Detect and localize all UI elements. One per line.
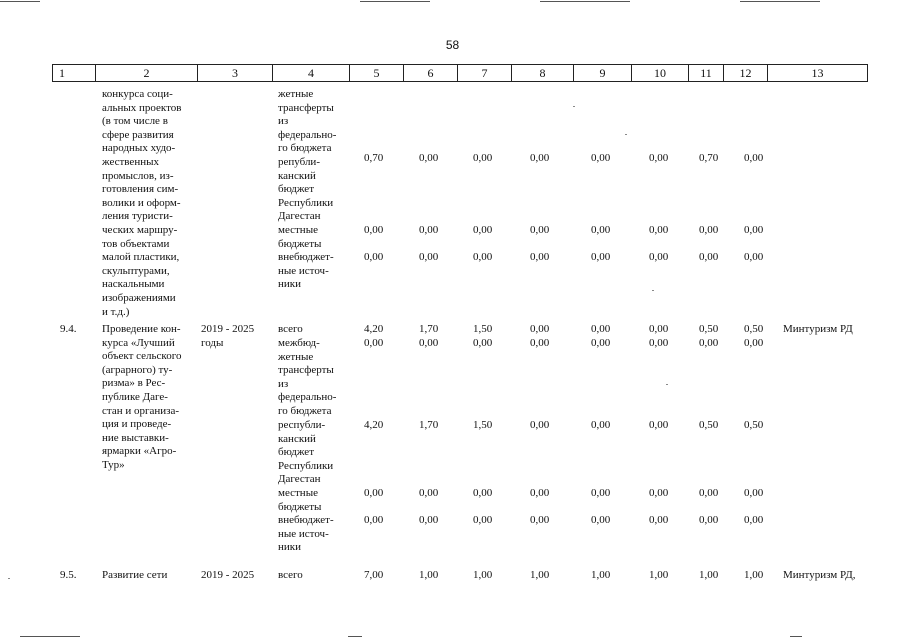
value-cell: 1,70 [419, 419, 439, 431]
row-source-label: всего [278, 323, 303, 335]
value-cell: 0,00 [530, 419, 550, 431]
value-cell: 0,00 [591, 224, 611, 236]
value-cell: 1,00 [699, 569, 719, 581]
row-period: 2019 - 2025 [201, 569, 255, 581]
row-source-label: межбюд- жетные трансферты из федерально- го бюджета [278, 337, 337, 417]
value-cell: 4,20 [364, 419, 384, 431]
column-header: 7 [458, 65, 512, 81]
row-source-label: всего [278, 569, 303, 581]
scan-speck [652, 290, 654, 291]
value-cell: 1,00 [530, 569, 550, 581]
scan-artifact-line [790, 636, 802, 637]
continued-row-source-label: внебюджет- ные источ- ники [278, 251, 334, 291]
column-header: 13 [811, 65, 824, 80]
scan-artifact-line [740, 1, 820, 2]
value-cell: 0,00 [699, 224, 719, 236]
value-cell: 0,00 [744, 514, 764, 526]
value-cell: 0,50 [744, 323, 764, 335]
value-cell: 0,00 [364, 337, 384, 349]
value-cell: 0,00 [744, 487, 764, 499]
row-description: Проведение кон- курса «Лучший объект сельского (аграрного) ту- ризма» в Рес- публике Даге- стан и организа- ция и проведе- ние выставки- ярмарки «Агро- Тур» [102, 323, 182, 471]
value-cell: 0,50 [699, 419, 719, 431]
value-cell: 0,00 [649, 419, 669, 431]
scan-artifact-line [0, 1, 40, 2]
scan-speck [573, 106, 575, 107]
scan-speck [625, 134, 627, 135]
value-cell: 0,00 [473, 251, 493, 263]
value-cell: 0,00 [744, 337, 764, 349]
value-cell: 0,50 [744, 419, 764, 431]
row-number: 9.4. [60, 323, 77, 335]
value-cell: 0,00 [591, 514, 611, 526]
column-header: 5 [350, 65, 404, 81]
value-cell: 0,00 [364, 224, 384, 236]
value-cell: 0,00 [364, 251, 384, 263]
value-cell: 0,00 [591, 419, 611, 431]
value-cell: 1,00 [473, 569, 493, 581]
scan-speck [666, 384, 668, 385]
value-cell: 0,00 [744, 224, 764, 236]
value-cell: 1,50 [473, 323, 493, 335]
value-cell: 0,00 [699, 337, 719, 349]
column-header: 3 [198, 65, 273, 81]
scan-speck [8, 578, 10, 579]
value-cell: 4,20 [364, 323, 384, 335]
value-cell: 1,00 [744, 569, 764, 581]
row-description: Развитие сети [102, 569, 168, 581]
value-cell: 0,00 [591, 323, 611, 335]
value-cell: 0,00 [699, 514, 719, 526]
row-executor: Минтуризм РД [783, 323, 853, 335]
value-cell: 0,00 [530, 251, 550, 263]
row-source-label: республи- канский бюджет Республики Дагестан [278, 419, 334, 486]
value-cell: 1,50 [473, 419, 493, 431]
value-cell: 0,00 [473, 487, 493, 499]
value-cell: 1,70 [419, 323, 439, 335]
value-cell: 0,00 [473, 224, 493, 236]
value-cell: 0,00 [744, 251, 764, 263]
column-header: 4 [273, 65, 350, 81]
value-cell: 0,00 [473, 514, 493, 526]
value-cell: 0,00 [530, 323, 550, 335]
row-source-label: внебюджет- ные источ- ники [278, 514, 334, 554]
scan-artifact-line [20, 636, 80, 637]
column-header: 10 [632, 65, 689, 81]
continued-row-source-label: жетные трансферты из федерально- го бюджета републи- канский бюджет Республики Дагестан [278, 88, 337, 223]
row-period: 2019 - 2025 годы [201, 323, 255, 349]
value-cell: 0,00 [649, 251, 669, 263]
value-cell: 0,00 [419, 152, 439, 164]
value-cell: 0,00 [699, 251, 719, 263]
value-cell: 0,70 [699, 152, 719, 164]
column-header: 9 [574, 65, 632, 81]
column-header: 11 [689, 65, 724, 81]
value-cell: 0,00 [744, 152, 764, 164]
value-cell: 0,00 [419, 337, 439, 349]
value-cell: 0,00 [649, 337, 669, 349]
value-cell: 0,00 [419, 487, 439, 499]
value-cell: 0,70 [364, 152, 384, 164]
row-number: 9.5. [60, 569, 77, 581]
value-cell: 0,00 [649, 514, 669, 526]
column-header: 2 [96, 65, 198, 81]
value-cell: 0,00 [591, 337, 611, 349]
value-cell: 0,00 [364, 487, 384, 499]
value-cell: 0,00 [530, 224, 550, 236]
value-cell: 0,00 [530, 152, 550, 164]
column-header: 6 [404, 65, 458, 81]
value-cell: 0,00 [649, 224, 669, 236]
value-cell: 0,00 [419, 224, 439, 236]
value-cell: 0,00 [419, 514, 439, 526]
scan-artifact-line [360, 1, 430, 2]
value-cell: 0,00 [530, 337, 550, 349]
value-cell: 1,00 [649, 569, 669, 581]
value-cell: 0,00 [699, 487, 719, 499]
row-source-label: местные бюджеты [278, 487, 322, 513]
table-header-row [52, 64, 868, 82]
column-header: 8 [512, 65, 574, 81]
value-cell: 1,00 [419, 569, 439, 581]
value-cell: 0,00 [591, 152, 611, 164]
scan-artifact-line [348, 636, 362, 637]
page-number: 58 [445, 38, 460, 52]
scan-artifact-line [540, 1, 630, 2]
continued-row-description: конкурса соци- альных проектов (в том числе в сфере развития народных худо- жественных промыслов, из- готовления сим- волики и оформ- ления туристи- ческих маршру- тов объектами малой пластики, скульптурами, наскальными изображениями и т.д.) [102, 88, 182, 318]
value-cell: 1,00 [591, 569, 611, 581]
value-cell: 0,00 [591, 487, 611, 499]
column-header: 12 [724, 65, 768, 81]
value-cell: 7,00 [364, 569, 384, 581]
value-cell: 0,00 [530, 514, 550, 526]
value-cell: 0,50 [699, 323, 719, 335]
column-header: 1 [53, 65, 96, 81]
value-cell: 0,00 [364, 514, 384, 526]
value-cell: 0,00 [419, 251, 439, 263]
continued-row-source-label: местные бюджеты [278, 224, 322, 250]
value-cell: 0,00 [591, 251, 611, 263]
value-cell: 0,00 [649, 152, 669, 164]
value-cell: 0,00 [649, 323, 669, 335]
value-cell: 0,00 [473, 152, 493, 164]
row-executor: Минтуризм РД, [783, 569, 856, 581]
value-cell: 0,00 [473, 337, 493, 349]
value-cell: 0,00 [530, 487, 550, 499]
value-cell: 0,00 [649, 487, 669, 499]
